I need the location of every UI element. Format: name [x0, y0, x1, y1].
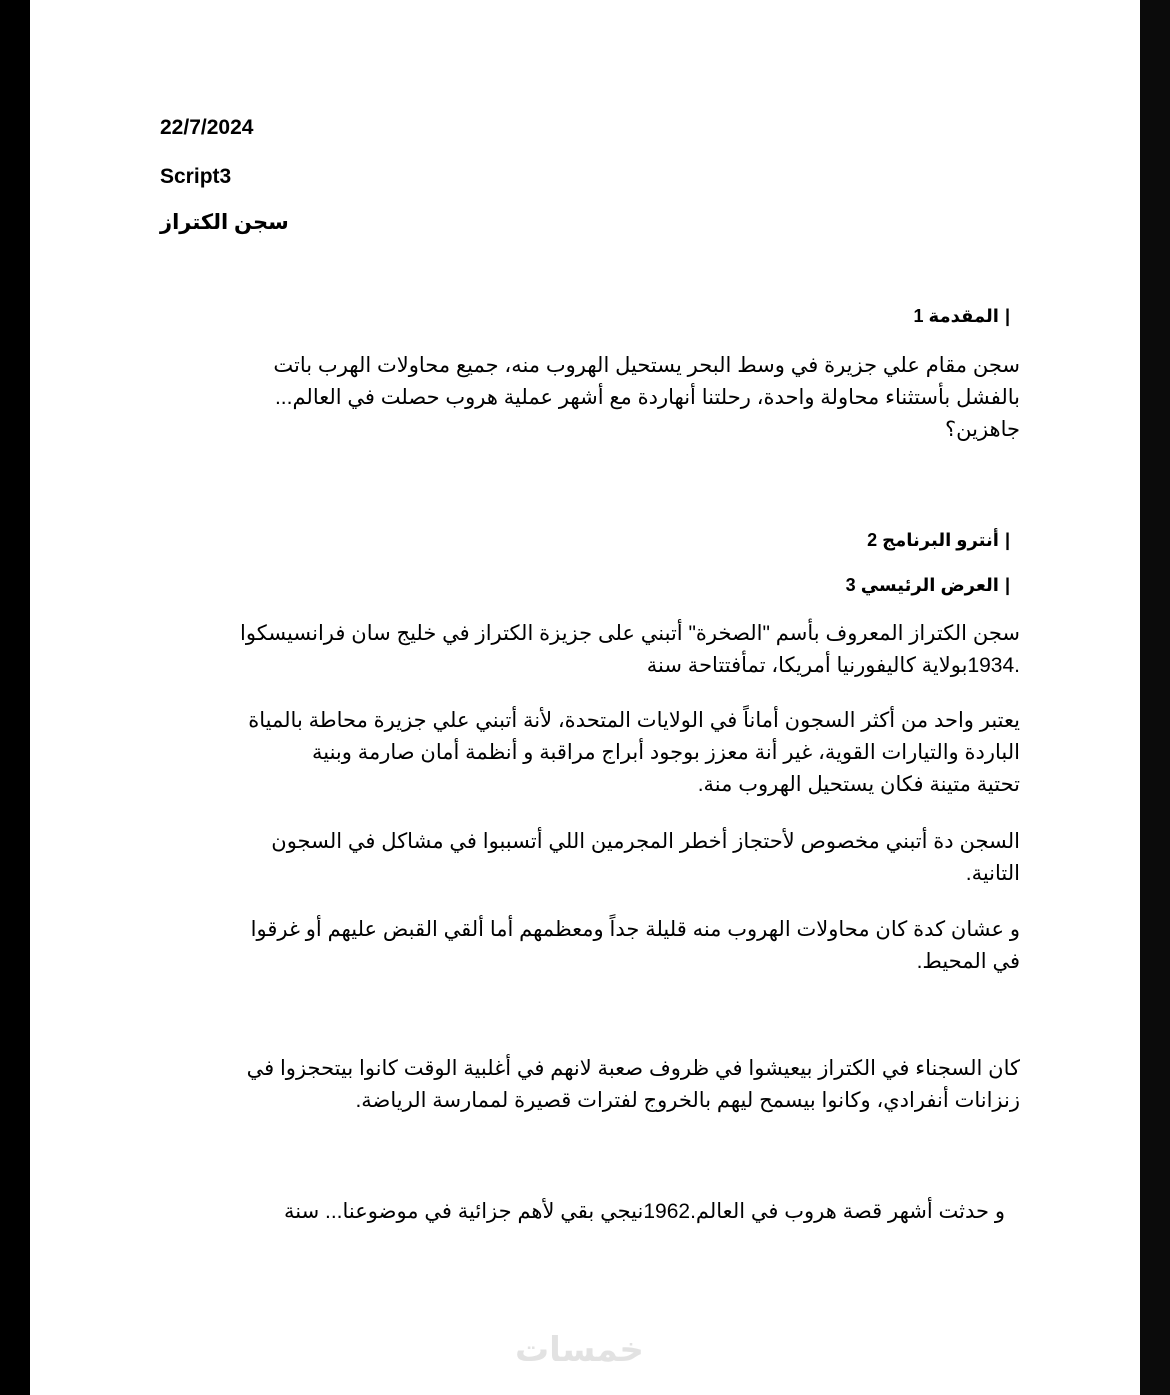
main-paragraph-1: سجن الكتراز المعروف بأسم "الصخرة" أتبني على جزيزة الكتراز في خليج سان فرانسيسكوا .1934بولاية كاليفورنيا أمريكا، تمأفتتاحة سنة	[240, 622, 1020, 677]
main-paragraph-4: و عشان كدة كان محاولات الهروب منه قليلة جداً ومعظمهم أما ألقي القبض عليهم أو غرقوا في المحيط.	[250, 918, 1020, 973]
document-date: 22/7/2024	[160, 116, 254, 139]
document-page	[30, 0, 1140, 1395]
intro-paragraph: سجن مقام علي جزيرة في وسط البحر يستحيل الهروب منه، جميع محاولات الهرب باتت بالفشل بأستثناء محاولة واحدة، رحلتنا أنهاردة مع أشهر عملية هروب حصلت في العالم... جاهزين؟	[273, 354, 1020, 441]
main-heading: |العرض الرئيسي 3	[845, 575, 1010, 595]
main-paragraph-2: يعتبر واحد من أكثر السجون أماناً في الولايات المتحدة، لأنة أتبني علي جزيرة محاطة بالمياة الباردة والتيارات القوية، غير أنة معزز بوجود أبراج مراقبة و أنظمة أمان صارمة وبنية تحتية متينة فكان يستحيل الهروب منة.	[248, 709, 1020, 796]
main-paragraph-3: السجن دة أتبني مخصوص لأحتجاز أخطر المجرمين اللي أتسببوا في مشاكل في السجون التانية.	[271, 830, 1020, 885]
program-heading: |أنترو البرنامج 2	[867, 530, 1010, 550]
watermark-logo: خمسات	[515, 1331, 644, 1369]
main-paragraph-5: كان السجناء في الكتراز بيعيشوا في ظروف صعبة لانهم في أغلبية الوقت كانوا بيتحجزوا في زنزانات أنفرادي، وكانوا بيسمح ليهم بالخروج لفترات قصيرة لممارسة الرياضة.	[246, 1057, 1020, 1112]
section-marker: |	[1004, 575, 1010, 595]
script-label: Script3	[160, 165, 232, 188]
intro-heading: |المقدمة 1	[913, 306, 1010, 326]
main-paragraph-6: و حدثت أشهر قصة هروب في العالم.1962نيجي بقي لأهم جزائية في موضوعنا... سنة	[283, 1200, 1005, 1223]
viewer-edge	[1140, 0, 1170, 1395]
document-title: سجن الكتراز	[160, 211, 289, 234]
section-marker: |	[1004, 306, 1010, 326]
section-marker: |	[1004, 530, 1010, 550]
